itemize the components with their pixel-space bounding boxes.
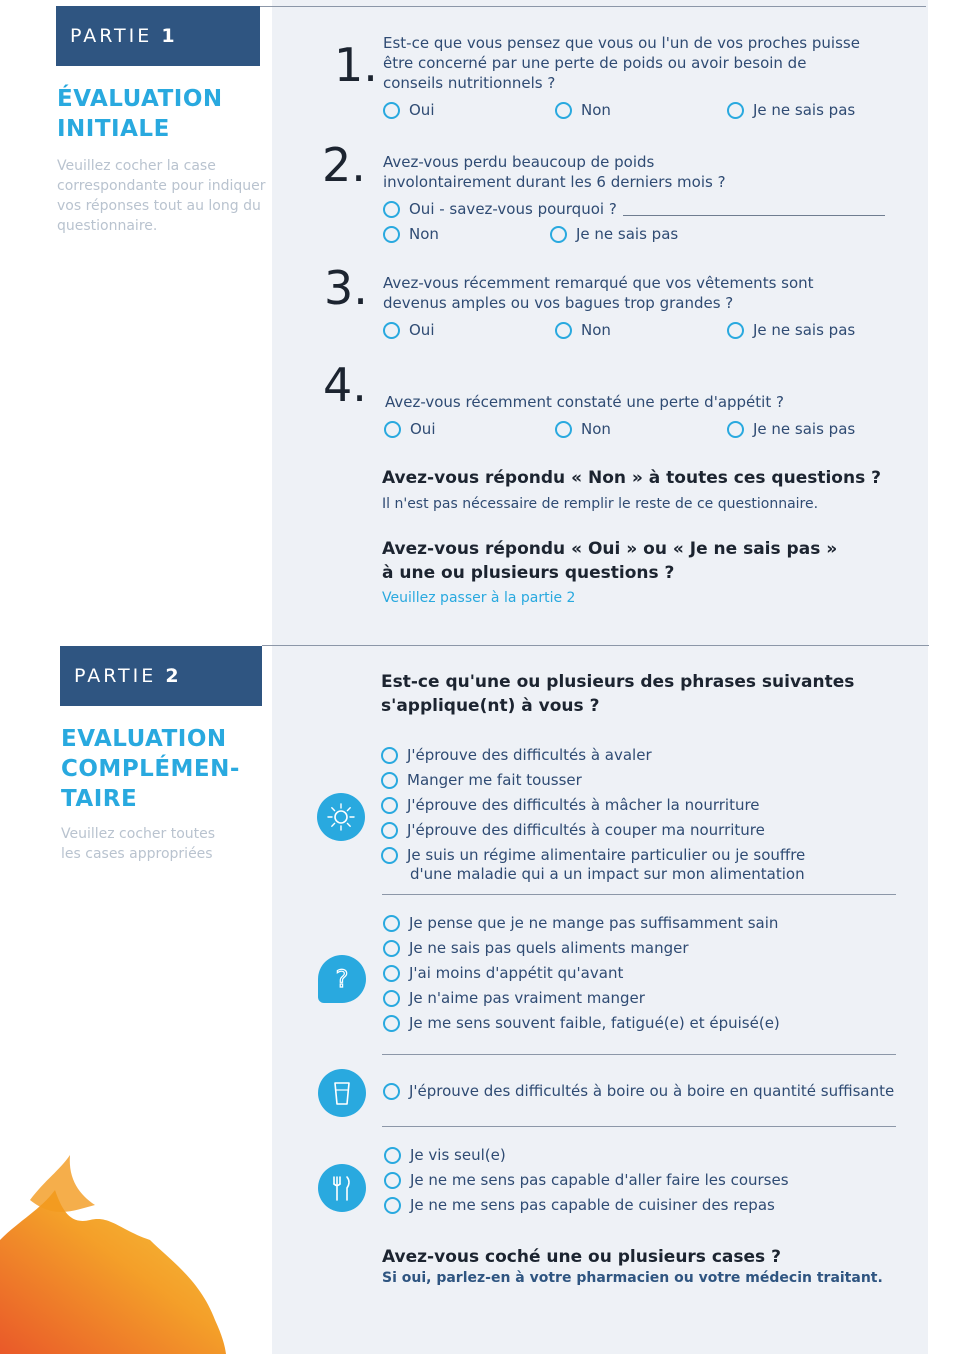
g2-item-3[interactable] [383, 964, 623, 982]
question-4-number: 4. [323, 358, 367, 412]
part2-title-line1: EVALUATION [61, 726, 227, 752]
q3-radio-nsp[interactable] [727, 322, 744, 339]
q3-option-oui[interactable] [383, 321, 434, 339]
question-1-number: 1. [334, 38, 378, 92]
g2-radio-5[interactable] [383, 1015, 400, 1032]
g1-radio-3[interactable] [381, 797, 398, 814]
note-yes-title [382, 537, 837, 585]
q1-radio-non[interactable] [555, 102, 572, 119]
part1-badge [56, 6, 260, 66]
g2-radio-4[interactable] [383, 990, 400, 1007]
q4-radio-non[interactable] [555, 421, 572, 438]
g3-radio-1[interactable] [383, 1083, 400, 1100]
final-note-text: Si oui, parlez-en à votre pharmacien ou votre médecin traitant. [382, 1270, 883, 1286]
g2-item-1[interactable] [383, 914, 778, 932]
q3-label-oui: Oui [409, 321, 435, 339]
g1-label-5: Je suis un régime alimentaire particulier ou je souffre [407, 846, 806, 864]
g2-radio-3[interactable] [383, 965, 400, 982]
q2-radio-non[interactable] [383, 226, 400, 243]
g2-label-3: J'ai moins d'appétit qu'avant [409, 964, 624, 982]
q4-option-non[interactable] [555, 420, 611, 438]
question-4-text: Avez-vous récemment constaté une perte d'appétit ? [385, 393, 784, 411]
q2-option-oui[interactable] [383, 200, 885, 218]
q1-label-nsp: Je ne sais pas [753, 101, 856, 119]
question-2-number: 2. [322, 138, 366, 192]
q3-radio-oui[interactable] [383, 322, 400, 339]
q2-label-oui: Oui - savez-vous pourquoi ? [409, 200, 617, 218]
q2-option-non[interactable] [383, 225, 439, 243]
g2-label-5: Je me sens souvent faible, fatigué(e) et épuisé(e) [409, 1014, 780, 1032]
part2-badge [60, 646, 262, 706]
q1-option-nsp[interactable] [727, 101, 855, 119]
part2-description: Veuillez cocher toutes les cases appropriées [61, 826, 216, 862]
part1-title-line2: INITIALE [57, 116, 170, 142]
g4-item-3[interactable] [384, 1196, 775, 1214]
q2-reason-input[interactable] [623, 203, 885, 216]
q1-option-oui[interactable] [383, 101, 434, 119]
g4-label-3: Je ne me sens pas capable de cuisiner des repas [410, 1196, 775, 1214]
q2-label-non: Non [409, 225, 439, 243]
q2-radio-nsp[interactable] [550, 226, 567, 243]
q1-label-non: Non [581, 101, 611, 119]
question-bubble-icon-graphic [327, 964, 357, 994]
g4-label-2: Je ne me sens pas capable d'aller faire les courses [410, 1171, 789, 1189]
g2-label-2: Je ne sais pas quels aliments manger [409, 939, 689, 957]
q4-label-nsp: Je ne sais pas [753, 420, 856, 438]
q3-label-nsp: Je ne sais pas [753, 321, 856, 339]
q4-label-oui: Oui [410, 420, 436, 438]
orange-splash-decoration [0, 1150, 240, 1354]
cutlery-icon-graphic [327, 1173, 357, 1203]
g1-label-1: J'éprouve des difficultés à avaler [407, 746, 652, 764]
g2-label-1: Je pense que je ne mange pas suffisamment sain [409, 914, 779, 932]
q1-option-non[interactable] [555, 101, 611, 119]
part1-badge-number: 1 [161, 25, 175, 47]
g4-item-2[interactable] [384, 1171, 789, 1189]
g4-label-1: Je vis seul(e) [410, 1146, 506, 1164]
q2-radio-oui[interactable] [383, 201, 400, 218]
part1-description: Veuillez cocher la case correspondante pour indiquer vos réponses tout au long du questionnaire. [57, 158, 266, 234]
g1-item-5-continued [410, 865, 805, 883]
q1-radio-oui[interactable] [383, 102, 400, 119]
part2-question-line2: s'applique(nt) à vous ? [381, 696, 600, 716]
q1-radio-nsp[interactable] [727, 102, 744, 119]
q4-radio-nsp[interactable] [727, 421, 744, 438]
question-3-text: Avez-vous récemment remarqué que vos vêtements sont devenus amples ou vos bagues trop grandes ? [383, 274, 814, 312]
g2-radio-2[interactable] [383, 940, 400, 957]
question-1-text: Est-ce que vous pensez que vous ou l'un de vos proches puisse être concerné par une perte de poids ou avoir besoin de conseils nutritionnels ? [383, 34, 860, 92]
sun-icon [317, 793, 365, 841]
g4-radio-1[interactable] [384, 1147, 401, 1164]
part2-question [381, 670, 854, 718]
part2-title-line3: TAIRE [61, 786, 138, 812]
cutlery-icon [318, 1164, 366, 1212]
group-divider-2 [382, 1054, 896, 1055]
part1-title-line1: ÉVALUATION [57, 86, 223, 112]
g4-radio-2[interactable] [384, 1172, 401, 1189]
group-divider-1 [382, 894, 896, 895]
glass-icon [318, 1069, 366, 1117]
q3-radio-non[interactable] [555, 322, 572, 339]
q4-option-nsp[interactable] [727, 420, 855, 438]
q4-label-non: Non [581, 420, 611, 438]
g2-item-4[interactable] [383, 989, 645, 1007]
glass-icon-graphic [327, 1078, 357, 1108]
g2-item-2[interactable] [383, 939, 689, 957]
final-note-title: Avez-vous coché une ou plusieurs cases ? [382, 1247, 781, 1267]
g1-item-4[interactable] [381, 821, 765, 839]
svg-text:?: ? [335, 965, 349, 993]
g1-item-3[interactable] [381, 796, 760, 814]
part2-badge-number: 2 [165, 665, 179, 687]
part1-badge-label: PARTIE [70, 25, 153, 47]
g1-radio-4[interactable] [381, 822, 398, 839]
g1-radio-2[interactable] [381, 772, 398, 789]
g1-radio-1[interactable] [381, 747, 398, 764]
g1-radio-5[interactable] [381, 847, 398, 864]
part2-question-line1: Est-ce qu'une ou plusieurs des phrases suivantes [381, 672, 855, 692]
g1-item-1[interactable] [381, 746, 652, 764]
q3-option-non[interactable] [555, 321, 611, 339]
q3-option-nsp[interactable] [727, 321, 855, 339]
question-2-text: Avez-vous perdu beaucoup de poids involontairement durant les 6 derniers mois ? [383, 153, 726, 191]
note-yes-title-line2: à une ou plusieurs questions ? [382, 563, 675, 583]
g1-label-2: Manger me fait tousser [407, 771, 582, 789]
part1-title [57, 84, 223, 144]
g3-item-1[interactable] [383, 1082, 894, 1100]
g2-label-4: Je n'aime pas vraiment manger [409, 989, 645, 1007]
part2-title-line2: COMPLÉMEN- [61, 756, 240, 782]
sun-icon-graphic [326, 802, 356, 832]
g2-item-5[interactable] [383, 1014, 780, 1032]
part2-top-rule [262, 645, 929, 646]
group-divider-3 [382, 1126, 896, 1127]
g3-label-1: J'éprouve des difficultés à boire ou à boire en quantité suffisante [409, 1082, 895, 1100]
question-bubble-icon [318, 955, 366, 1003]
q2-option-nsp[interactable] [550, 225, 678, 243]
g1-label-5-line2: d'une maladie qui a un impact sur mon alimentation [410, 865, 805, 883]
q1-label-oui: Oui [409, 101, 435, 119]
note-no-text: Il n'est pas nécessaire de remplir le reste de ce questionnaire. [382, 496, 819, 512]
g1-label-3: J'éprouve des difficultés à mâcher la nourriture [407, 796, 760, 814]
g1-label-4: J'éprouve des difficultés à couper ma nourriture [407, 821, 765, 839]
note-no-title: Avez-vous répondu « Non » à toutes ces questions ? [382, 468, 881, 488]
note-yes-title-line1: Avez-vous répondu « Oui » ou « Je ne sais pas » [382, 539, 838, 559]
q2-label-nsp: Je ne sais pas [576, 225, 679, 243]
note-yes-text: Veuillez passer à la partie 2 [382, 590, 576, 606]
g4-item-1[interactable] [384, 1146, 506, 1164]
part2-title [61, 724, 240, 814]
part2-badge-label: PARTIE [74, 665, 157, 687]
q3-label-non: Non [581, 321, 611, 339]
g4-radio-3[interactable] [384, 1197, 401, 1214]
part1-top-rule [260, 6, 926, 7]
q4-radio-oui[interactable] [384, 421, 401, 438]
g1-item-5[interactable] [381, 846, 805, 864]
q4-option-oui[interactable] [384, 420, 435, 438]
question-3-number: 3. [324, 261, 368, 315]
g2-radio-1[interactable] [383, 915, 400, 932]
g1-item-2[interactable] [381, 771, 582, 789]
